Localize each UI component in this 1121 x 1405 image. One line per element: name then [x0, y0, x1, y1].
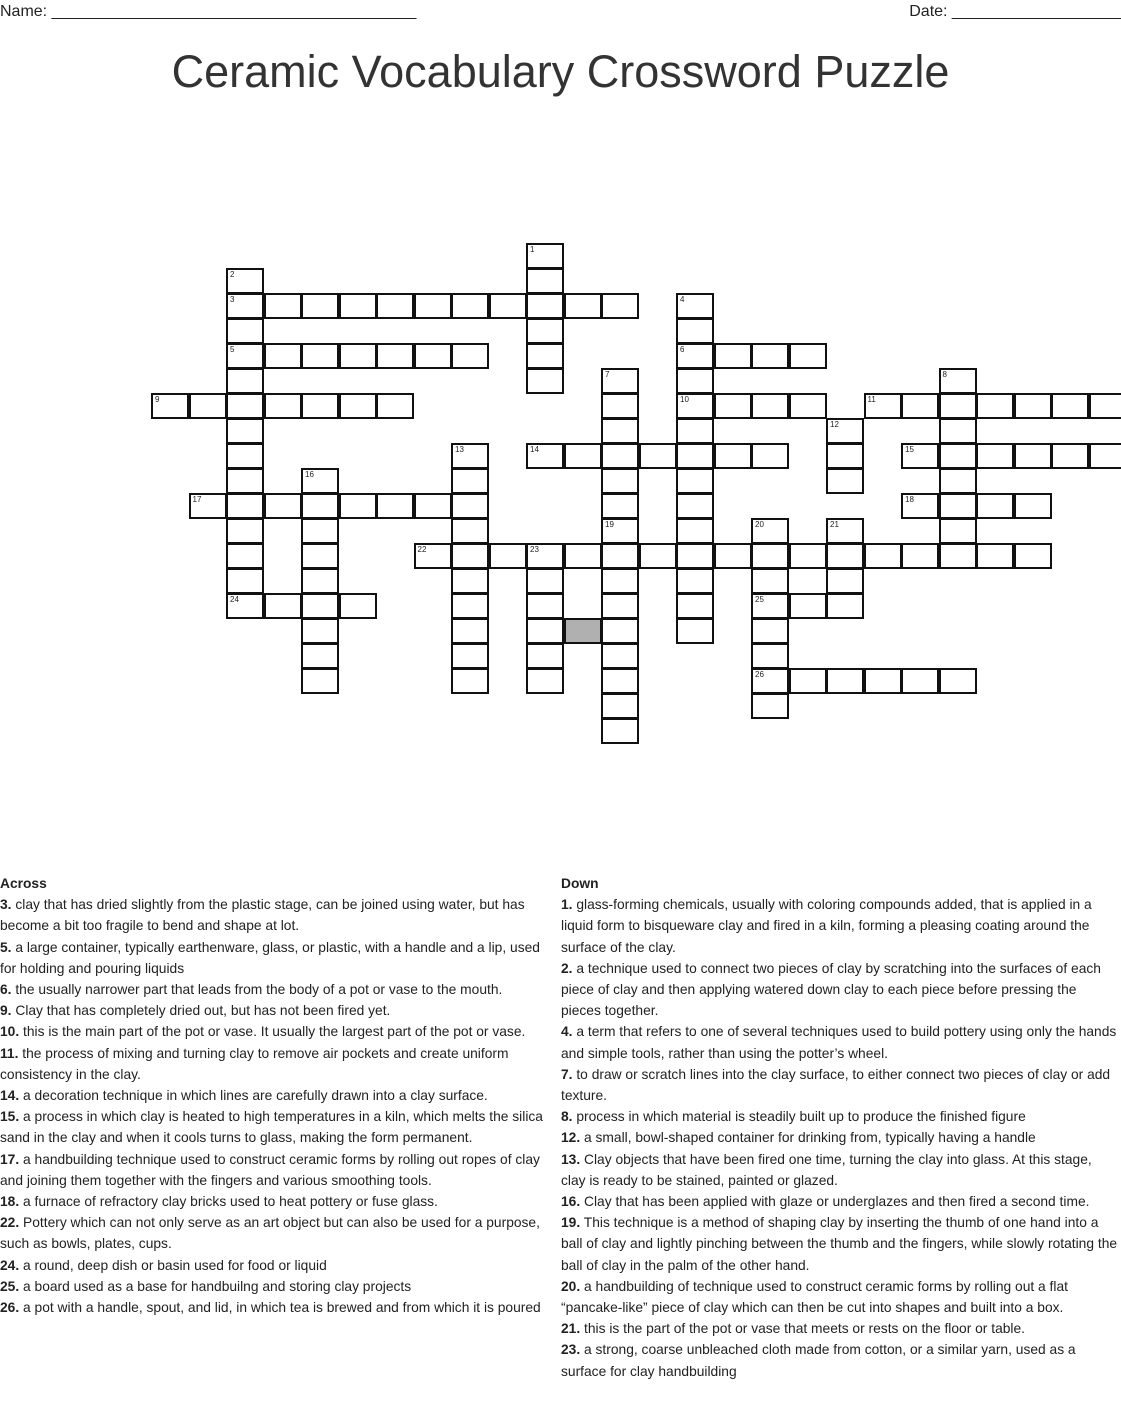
- clue-item: [561, 1212, 1119, 1276]
- grid-cell[interactable]: [714, 443, 752, 469]
- grid-cell[interactable]: [676, 368, 714, 394]
- grid-cell[interactable]: [189, 493, 227, 519]
- cell-number: 14: [530, 445, 539, 454]
- clue-item: [561, 958, 1119, 1022]
- grid-cell[interactable]: [226, 318, 264, 344]
- clue-text: a furnace of refractory clay bricks used to heat pottery or fuse glass.: [19, 1194, 438, 1210]
- grid-cell[interactable]: [376, 493, 414, 519]
- clue-item: [561, 1106, 1119, 1127]
- cell-number: 7: [605, 370, 610, 379]
- clue-number: 5.: [0, 939, 12, 955]
- grid-cell[interactable]: [601, 718, 639, 744]
- clue-number: 3.: [0, 897, 12, 913]
- grid-cell[interactable]: [301, 543, 339, 569]
- clue-item: [561, 1149, 1119, 1191]
- cell-number: 23: [530, 545, 539, 554]
- grid-cell[interactable]: [789, 593, 827, 619]
- grid-cell[interactable]: [639, 543, 677, 569]
- grid-cell[interactable]: [151, 393, 189, 419]
- grid-cell[interactable]: [451, 518, 489, 544]
- grid-cell[interactable]: [1089, 393, 1121, 419]
- grid-cell[interactable]: [414, 343, 452, 369]
- clue-number: 20.: [561, 1278, 581, 1294]
- grid-cell[interactable]: [226, 593, 264, 619]
- grid-cell[interactable]: [1089, 443, 1121, 469]
- grid-cell[interactable]: [451, 343, 489, 369]
- grid-cell[interactable]: [676, 593, 714, 619]
- grid-cell[interactable]: [226, 443, 264, 469]
- grid-cell[interactable]: [226, 543, 264, 569]
- cell-number: 10: [680, 395, 689, 404]
- grid-cell[interactable]: [601, 693, 639, 719]
- grid-cell[interactable]: [526, 543, 564, 569]
- grid-cell[interactable]: [301, 593, 339, 619]
- grid-cell[interactable]: [1014, 393, 1052, 419]
- grid-cell[interactable]: [301, 493, 339, 519]
- grid-cell[interactable]: [751, 443, 789, 469]
- clue-text: the usually narrower part that leads from the body of a pot or vase to the mouth.: [11, 982, 503, 998]
- clue-text: a handbuilding technique used to construct ceramic forms by rolling out ropes of clay and joining them together with the fingers and various smoothing tools.: [0, 1151, 540, 1188]
- clue-number: 24.: [0, 1257, 20, 1273]
- name-field[interactable]: Name: _________________________________________: [0, 3, 417, 20]
- clue-number: 13.: [561, 1151, 581, 1167]
- clue-number: 9.: [0, 1003, 12, 1019]
- clue-item: [0, 894, 556, 936]
- grid-cell[interactable]: [264, 293, 302, 319]
- grid-cell[interactable]: [376, 393, 414, 419]
- grid-cell[interactable]: [264, 493, 302, 519]
- grid-cell[interactable]: [1014, 543, 1052, 569]
- grid-cell[interactable]: [226, 518, 264, 544]
- grid-cell[interactable]: [301, 393, 339, 419]
- grid-cell[interactable]: [489, 543, 527, 569]
- grid-cell[interactable]: [451, 493, 489, 519]
- clue-number: 22.: [0, 1215, 20, 1231]
- grid-cell[interactable]: [301, 643, 339, 669]
- clue-number: 23.: [561, 1342, 581, 1358]
- grid-cell[interactable]: [526, 343, 564, 369]
- cell-number: 20: [755, 520, 764, 529]
- clue-item: [0, 1276, 556, 1297]
- grid-cell[interactable]: [226, 368, 264, 394]
- clue-item: [0, 1212, 556, 1254]
- grid-cell[interactable]: [601, 668, 639, 694]
- grid-cell[interactable]: [676, 543, 714, 569]
- cell-number: 9: [155, 395, 160, 404]
- grid-cell[interactable]: [451, 593, 489, 619]
- grid-cell[interactable]: [451, 643, 489, 669]
- grid-cell[interactable]: [301, 668, 339, 694]
- grid-cell[interactable]: [714, 543, 752, 569]
- grid-cell[interactable]: [301, 468, 339, 494]
- grid-cell[interactable]: [939, 368, 977, 394]
- clue-number: 10.: [0, 1024, 20, 1040]
- grid-cell[interactable]: [339, 493, 377, 519]
- grid-cell[interactable]: [376, 293, 414, 319]
- clue-item: [561, 1127, 1119, 1148]
- grid-cell[interactable]: [526, 293, 564, 319]
- cell-number: 19: [605, 520, 614, 529]
- clue-item: [0, 1255, 556, 1276]
- grid-cell[interactable]: [639, 443, 677, 469]
- grid-cell[interactable]: [826, 543, 864, 569]
- down-clues: [561, 873, 1119, 1382]
- grid-cell[interactable]: [564, 443, 602, 469]
- clue-number: 17.: [0, 1151, 20, 1167]
- clue-text: Clay that has been applied with glaze or underglazes and then fired a second time.: [580, 1194, 1090, 1210]
- down-clue-list: [561, 894, 1119, 1382]
- grid-cell[interactable]: [564, 293, 602, 319]
- clue-item: [561, 1318, 1119, 1339]
- clue-text: a decoration technique in which lines are carefully drawn into a clay surface.: [19, 1088, 488, 1104]
- grid-cell[interactable]: [676, 318, 714, 344]
- clue-text: Pottery which can not only serve as an art object but can also be used for a purpose, such as bowls, plates, cups.: [0, 1215, 540, 1252]
- grid-cell[interactable]: [939, 493, 977, 519]
- grid-cell[interactable]: [189, 393, 227, 419]
- clue-item: [561, 1021, 1119, 1063]
- cell-number: 24: [230, 595, 239, 604]
- grid-cell[interactable]: [826, 593, 864, 619]
- grid-cell[interactable]: [526, 668, 564, 694]
- cell-number: 26: [755, 670, 764, 679]
- grid-cell[interactable]: [601, 568, 639, 594]
- grid-cell[interactable]: [751, 668, 789, 694]
- clue-text: a board used as a base for handbuilng and storing clay projects: [19, 1278, 412, 1294]
- grid-cell[interactable]: [939, 393, 977, 419]
- clue-number: 12.: [561, 1130, 581, 1146]
- clue-item: [561, 894, 1119, 958]
- grid-cell[interactable]: [976, 543, 1014, 569]
- clue-text: a process in which clay is heated to high temperatures in a kiln, which melts the silica sand in the clay and when it cools turns to glass, making the form permanent.: [0, 1109, 543, 1146]
- down-heading: Down: [561, 876, 599, 891]
- grid-cell[interactable]: [601, 643, 639, 669]
- grid-cell[interactable]: [526, 643, 564, 669]
- clue-text: a technique used to connect two pieces of clay by scratching into the surfaces of each piece of clay and then applying watered down clay to each piece before pressing the pieces together.: [561, 960, 1101, 1019]
- grid-cell[interactable]: [526, 318, 564, 344]
- clue-number: 2.: [561, 960, 573, 976]
- clue-item: [0, 979, 556, 1000]
- clue-item: [0, 937, 556, 979]
- clue-number: 16.: [561, 1194, 581, 1210]
- cell-number: 22: [417, 545, 427, 554]
- grid-cell[interactable]: [1051, 393, 1089, 419]
- grid-cell[interactable]: [826, 668, 864, 694]
- across-clues: [0, 873, 556, 1318]
- clue-text: glass-forming chemicals, usually with coloring compounds added, that is applied in a liquid form to bisqueware clay and fired in a kiln, forming a pleasing coating around the surface of the clay.: [561, 897, 1092, 955]
- grid-cell[interactable]: [526, 593, 564, 619]
- cell-number: 12: [830, 420, 839, 429]
- grid-cell[interactable]: [601, 468, 639, 494]
- cell-number: 25: [755, 595, 764, 604]
- grid-cell[interactable]: [751, 393, 789, 419]
- grid-cell[interactable]: [451, 543, 489, 569]
- grid-cell[interactable]: [864, 668, 902, 694]
- grid-cell[interactable]: [451, 668, 489, 694]
- clue-item: [0, 1191, 556, 1212]
- cell-number: 11: [867, 395, 876, 404]
- grid-cell[interactable]: [714, 343, 752, 369]
- grid-cell[interactable]: [751, 543, 789, 569]
- clue-number: 26.: [0, 1300, 20, 1316]
- grid-cell[interactable]: [676, 468, 714, 494]
- clue-number: 14.: [0, 1088, 20, 1104]
- clue-item: [561, 1276, 1119, 1318]
- grid-cell[interactable]: [264, 343, 302, 369]
- grid-cell[interactable]: [339, 293, 377, 319]
- clue-text: a handbuilding of technique used to construct ceramic forms by rolling out a flat “pancake-like” piece of clay which can then be cut into shapes and built into a box.: [561, 1278, 1068, 1316]
- grid-cell[interactable]: [676, 293, 714, 319]
- grid-cell[interactable]: [564, 543, 602, 569]
- grid-cell[interactable]: [676, 518, 714, 544]
- grid-cell[interactable]: [826, 568, 864, 594]
- clue-number: 7.: [561, 1066, 573, 1082]
- grid-cell[interactable]: [601, 618, 639, 644]
- cell-number: 16: [305, 470, 314, 479]
- clue-text: this is the part of the pot or vase that meets or rests on the floor or table.: [580, 1321, 1025, 1337]
- grid-cell[interactable]: [526, 368, 564, 394]
- cell-number: 3: [230, 295, 235, 304]
- clue-text: a pot with a handle, spout, and lid, in which tea is brewed and from which it is poured: [19, 1300, 541, 1316]
- grid-cell[interactable]: [676, 393, 714, 419]
- grid-cell[interactable]: [976, 493, 1014, 519]
- shaded-cell: [564, 618, 602, 644]
- grid-cell[interactable]: [226, 568, 264, 594]
- grid-cell[interactable]: [526, 268, 564, 294]
- cell-number: 13: [455, 445, 464, 454]
- clue-item: [0, 1149, 556, 1191]
- clue-text: clay that has dried slightly from the plastic stage, can be joined using water, but has become a bit too fragile to bend and shape at lot.: [0, 897, 525, 934]
- grid-cell[interactable]: [901, 493, 939, 519]
- grid-cell[interactable]: [826, 518, 864, 544]
- grid-cell[interactable]: [601, 593, 639, 619]
- grid-cell[interactable]: [301, 618, 339, 644]
- grid-cell[interactable]: [601, 443, 639, 469]
- grid-cell[interactable]: [264, 593, 302, 619]
- clue-text: a term that refers to one of several techniques used to build pottery using only the hands and simple tools, rather than using the potter’s wheel.: [561, 1024, 1117, 1061]
- grid-cell[interactable]: [751, 343, 789, 369]
- grid-cell[interactable]: [226, 468, 264, 494]
- grid-cell[interactable]: [226, 293, 264, 319]
- grid-cell[interactable]: [264, 393, 302, 419]
- grid-cell[interactable]: [901, 393, 939, 419]
- grid-cell[interactable]: [789, 668, 827, 694]
- grid-cell[interactable]: [676, 618, 714, 644]
- grid-cell[interactable]: [339, 343, 377, 369]
- grid-cell[interactable]: [789, 543, 827, 569]
- clue-number: 8.: [561, 1109, 573, 1125]
- grid-cell[interactable]: [826, 418, 864, 444]
- clue-item: [0, 1297, 556, 1318]
- grid-cell[interactable]: [826, 468, 864, 494]
- grid-cell[interactable]: [489, 293, 527, 319]
- grid-cell[interactable]: [826, 443, 864, 469]
- cell-number: 17: [192, 495, 202, 504]
- clue-text: process in which material is steadily built up to produce the finished figure: [572, 1109, 1026, 1125]
- cell-number: 21: [830, 520, 839, 529]
- grid-cell[interactable]: [901, 668, 939, 694]
- grid-cell[interactable]: [451, 443, 489, 469]
- grid-cell[interactable]: [901, 443, 939, 469]
- grid-cell[interactable]: [939, 418, 977, 444]
- clue-number: 4.: [561, 1024, 573, 1040]
- grid-cell[interactable]: [601, 518, 639, 544]
- clue-text: to draw or scratch lines into the clay surface, to either connect two pieces of clay or add texture.: [561, 1066, 1111, 1104]
- across-clue-list: [0, 894, 556, 1318]
- grid-cell[interactable]: [1014, 493, 1052, 519]
- grid-cell[interactable]: [301, 518, 339, 544]
- date-field[interactable]: Date: ___________________: [909, 3, 1121, 20]
- clue-number: 15.: [0, 1109, 20, 1125]
- clue-item: [561, 1339, 1119, 1381]
- grid-cell[interactable]: [939, 443, 977, 469]
- cell-number: 8: [942, 370, 947, 379]
- grid-cell[interactable]: [864, 393, 902, 419]
- clue-number: 18.: [0, 1194, 20, 1210]
- grid-cell[interactable]: [789, 343, 827, 369]
- cell-number: 6: [680, 345, 685, 354]
- grid-cell[interactable]: [976, 393, 1014, 419]
- clue-number: 1.: [561, 897, 573, 913]
- grid-cell[interactable]: [676, 493, 714, 519]
- grid-cell[interactable]: [414, 493, 452, 519]
- grid-cell[interactable]: [751, 693, 789, 719]
- grid-cell[interactable]: [676, 418, 714, 444]
- grid-cell[interactable]: [1051, 443, 1089, 469]
- grid-cell[interactable]: [414, 293, 452, 319]
- grid-cell[interactable]: [301, 568, 339, 594]
- grid-cell[interactable]: [939, 668, 977, 694]
- grid-cell[interactable]: [226, 343, 264, 369]
- grid-cell[interactable]: [1014, 443, 1052, 469]
- clue-text: Clay that has completely dried out, but has not been fired yet.: [11, 1003, 391, 1019]
- clue-number: 6.: [0, 982, 12, 998]
- across-heading: Across: [0, 876, 47, 891]
- cell-number: 1: [530, 245, 535, 254]
- grid-cell[interactable]: [526, 443, 564, 469]
- grid-cell[interactable]: [901, 543, 939, 569]
- grid-cell[interactable]: [601, 543, 639, 569]
- clue-number: 25.: [0, 1278, 20, 1294]
- clue-item: [0, 1106, 556, 1148]
- clue-item: [561, 1064, 1119, 1106]
- grid-cell[interactable]: [751, 618, 789, 644]
- clue-item: [0, 1021, 556, 1042]
- clue-number: 19.: [561, 1215, 581, 1231]
- grid-cell[interactable]: [864, 543, 902, 569]
- grid-cell[interactable]: [451, 568, 489, 594]
- grid-cell[interactable]: [751, 518, 789, 544]
- grid-cell[interactable]: [714, 393, 752, 419]
- grid-cell[interactable]: [226, 418, 264, 444]
- grid-cell[interactable]: [526, 568, 564, 594]
- clue-item: [0, 1000, 556, 1021]
- page-title: Ceramic Vocabulary Crossword Puzzle: [171, 46, 950, 97]
- grid-cell[interactable]: [676, 443, 714, 469]
- grid-cell[interactable]: [526, 243, 564, 269]
- grid-cell[interactable]: [226, 393, 264, 419]
- clue-text: the process of mixing and turning clay to remove air pockets and create uniform consistency in the clay.: [0, 1045, 509, 1082]
- clue-text: a large container, typically earthenware, glass, or plastic, with a handle and a lip, used for holding and pouring liquids: [0, 939, 540, 976]
- cell-number: 4: [680, 295, 685, 304]
- clue-number: 21.: [561, 1321, 581, 1337]
- clue-text: a small, bowl-shaped container for drinking from, typically having a handle: [580, 1130, 1036, 1146]
- clue-text: this is the main part of the pot or vase. It usually the largest part of the pot or vase.: [19, 1024, 526, 1040]
- grid-cell[interactable]: [939, 543, 977, 569]
- grid-cell[interactable]: [601, 493, 639, 519]
- grid-cell[interactable]: [451, 618, 489, 644]
- clue-text: This technique is a method of shaping clay by inserting the thumb of one hand into a ball of clay and lightly pinching between the thumb and the fingers, while slowly rotating the ball of clay in the palm of the other hand.: [561, 1215, 1118, 1273]
- clue-item: [0, 1085, 556, 1106]
- grid-cell[interactable]: [676, 343, 714, 369]
- grid-cell[interactable]: [451, 468, 489, 494]
- grid-cell[interactable]: [226, 493, 264, 519]
- cell-number: 18: [905, 495, 914, 504]
- grid-cell[interactable]: [789, 393, 827, 419]
- grid-cell[interactable]: [376, 343, 414, 369]
- grid-cell[interactable]: [601, 293, 639, 319]
- grid-cell[interactable]: [451, 293, 489, 319]
- cell-number: 2: [230, 270, 235, 279]
- cell-number: 5: [230, 345, 235, 354]
- grid-cell[interactable]: [526, 618, 564, 644]
- grid-cell[interactable]: [226, 268, 264, 294]
- grid-cell[interactable]: [939, 468, 977, 494]
- grid-cell[interactable]: [601, 368, 639, 394]
- grid-cell[interactable]: [601, 393, 639, 419]
- clue-number: 11.: [0, 1045, 19, 1061]
- grid-cell[interactable]: [751, 643, 789, 669]
- clue-text: Clay objects that have been fired one time, turning the clay into glass. At this stage, clay is ready to be stained, painted or glazed.: [561, 1151, 1092, 1188]
- cell-number: 15: [905, 445, 914, 454]
- grid-cell[interactable]: [339, 593, 377, 619]
- clue-text: a strong, coarse unbleached cloth made from cotton, or a similar yarn, used as a surface for clay handbuilding: [561, 1342, 1076, 1379]
- grid-cell[interactable]: [414, 543, 452, 569]
- grid-cell[interactable]: [601, 418, 639, 444]
- grid-cell[interactable]: [751, 568, 789, 594]
- grid-cell[interactable]: [339, 393, 377, 419]
- grid-cell[interactable]: [939, 518, 977, 544]
- clue-text: a round, deep dish or basin used for food or liquid: [19, 1257, 327, 1273]
- grid-cell[interactable]: [676, 568, 714, 594]
- clue-item: [0, 1043, 556, 1085]
- clue-item: [561, 1191, 1119, 1212]
- grid-cell[interactable]: [976, 443, 1014, 469]
- grid-cell[interactable]: [301, 293, 339, 319]
- grid-cell[interactable]: [751, 593, 789, 619]
- grid-cell[interactable]: [301, 343, 339, 369]
